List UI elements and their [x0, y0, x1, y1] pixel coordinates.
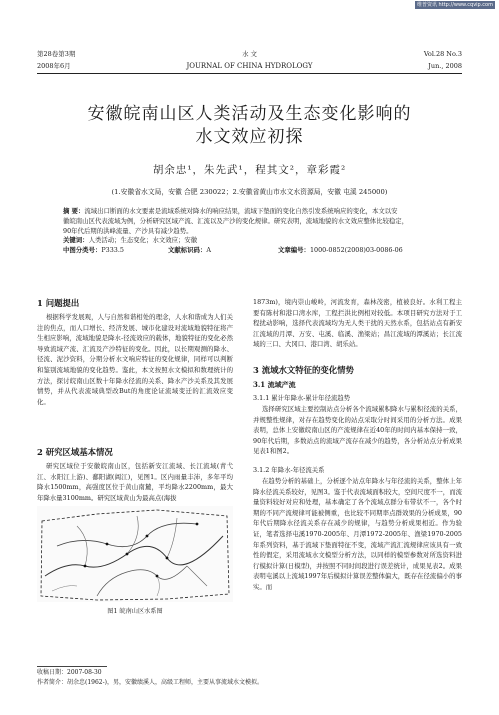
title-line-2: 水文效应初探 [195, 127, 304, 147]
received-date: 收稿日期：2007-08-30 [37, 669, 102, 676]
title-line-1: 安徽皖南山区人类活动及生态变化影响的 [87, 104, 412, 124]
section-3-1-2-paragraph: 在趋势分析的基础上，分析逐个站点年降水与年径流的关系，整体上年降水径流关系较好，见图3。鉴于代表流域面积较大，空间尺度不一，而流量资料较好对应和处理，基本确定了各个流域点群分布带状不一，各个时期的不同产流规律可能被侧重，也比较不同期率点群效果的分析成果，90年代后期降水径流关系存在减少的规律，与趋势分析成果相近。作为验证，笔者选择屯溪1970-2005年、月潭1972-2005年、渔梁1970-2005年系列资料，基于流域下垫面特征不变，流域产流汇流规律应该具有一致性的假定，采用流域水文模型分析方法，以同样的模型参数对所选资料进行模拟计算(日模型)，并按照不同时间段进行误差统计，成果见表2。成果表明屯溪以上流域1997年后模拟计算误差整体偏大，既存在径流偏小的事实。而 [253, 477, 462, 591]
abstract-line-2: 徽皖南山区代表流域为例，分析研究区域产流、汇流以及产沙的变化规律。研究表明，流域地貌的水文效应整体比较稳定， [63, 216, 409, 225]
article-id: 1000-0852(2008)03-0086-06 [309, 246, 403, 255]
section-3-1-2-heading: 3.1.2 年降水-年径流关系 [253, 466, 325, 474]
clc-label: 中图分类号： [63, 246, 102, 255]
article-id-label: 文章编号： [278, 246, 310, 255]
author-bio: 作者简介：胡余忠(1962-)，男，安徽绩溪人，高级工程师，主要从事流域水文模拟。 [37, 678, 263, 686]
header-rule [37, 73, 462, 74]
figure-1-map [37, 506, 233, 602]
authors: 胡余忠¹，朱先武¹，程其文²，章彩霞² [152, 164, 347, 176]
section-1-heading: 1 问题提出 [37, 298, 80, 308]
date-cn: 2008年6月 [37, 62, 71, 70]
doc-code: A [206, 246, 211, 255]
doc-code-label: 文献标识码： [168, 246, 207, 255]
keywords: 人类活动；生态变化；水文效应；安徽 [88, 236, 198, 245]
section-3-1-1-body [253, 404, 462, 457]
journal-cn: 水 文 [241, 50, 258, 58]
basin-description: 1873m)，境内崇山峻岭，河流发育，森林茂密，植被良好。水利工程主要有陈村和港口湾水库，工程拦洪比例相对较低。本项目研究方法对于工程扰动影响，选择代表流域均为无人类干扰的天然水系，包括站点有新安江流域的月潭、万安、屯溪、临溪、渔梁站；昌江流域的潭溪站；长江流域的三口、大冈口、港口湾、胡乐站。 [253, 298, 462, 349]
abstract [63, 207, 443, 256]
footnote [37, 668, 263, 687]
watermark: 维普资讯 http://www.cqvip.com [416, 2, 493, 8]
date-en: Jun., 2008 [428, 62, 462, 70]
section-1-paragraph: 根据科学发展观，人与自然和谐相处的理念，人水和谐成为人们关注的焦点，而人口增长、经济发展、城市化建设对流域地貌特征将产生相应影响，流域地貌是降水-径流效应的载体，地貌特征的变化必然导致流域产流、汇流及产沙特征的变化。因此，以长期观测的降水、径流、泥沙资料，分期分析水文响应特征的变化规律，同样可以判断和鉴别流域地貌的变化趋势。鉴此，本文按照水文模拟和数理统计的方法，探讨皖南山区数十年降水径流的关系、降水产沙关系及其发展情势，并从代表流域典型改But的角度论证流域变迁的汇流效应变化。 [37, 313, 233, 406]
abstract-line-3: 90年代后期的洪峰流量、产沙具有减少趋势。 [63, 226, 193, 235]
clc-code: P333.5 [101, 246, 124, 255]
volume-cn: 第28卷第3期 [37, 50, 76, 58]
volume-en: Vol.28 No.3 [423, 50, 462, 58]
affiliation: (1.安徽省水文局，安徽 合肥 230022；2.安徽省黄山市水文水资源局，安徽 屯溪 245000) [111, 188, 388, 196]
section-2-paragraph: 研究区域位于安徽皖南山区，包括新安江流域、长江流域(青弋江、水阳江上游)、鄱阳湖(阊江)，见图1。区内雨量丰沛，多年平均降水1500mm，高强度区位于黄山南麓，平均降水2200mm，最大年降水量3100mm。研究区域黄山为最高点(海拔 [37, 462, 233, 502]
abstract-label: 摘 要： [63, 207, 85, 215]
section-2-heading: 2 研究区域基本情况 [37, 447, 113, 457]
section-3-heading: 3 流域水文特征的变化情势 [253, 365, 354, 375]
river-map-graphic [37, 506, 233, 602]
keywords-label: 关键词： [63, 236, 89, 245]
section-3-1-heading: 3.1 流域产流 [253, 380, 296, 389]
footnote-rule [37, 666, 107, 667]
section-3-1-2-body [253, 476, 462, 593]
journal-en: JOURNAL OF CHINA HYDROLOGY [186, 62, 313, 70]
right-column-intro [253, 297, 462, 350]
section-3-1-1-paragraph: 选择研究区域主要控制站点分析各个流域累积降水与累积径流的关系，并规整性规律，对存在趋势变化的站点采取分时间采用的分析方法。成果表明，总体上安徽皖南山区的产流规律在近40年的时间内基本保持一致，90年代后期，多数站点的流域产流存在减少的趋势，各分析站点分析成果见表1和图2。 [253, 405, 462, 456]
figure-1-caption: 图1 皖南山区水系图 [107, 608, 163, 615]
section-1-body [37, 312, 233, 407]
abstract-line-1: 流域出口断面的水文要素是流域系统对降水的响应结果，流域下垫面的变化自然引发系统响应的变化，本文以安 [84, 207, 398, 215]
section-2-body [37, 461, 233, 503]
section-3-1-1-heading: 3.1.1 累计年降水-累计年径流趋势 [253, 394, 351, 402]
